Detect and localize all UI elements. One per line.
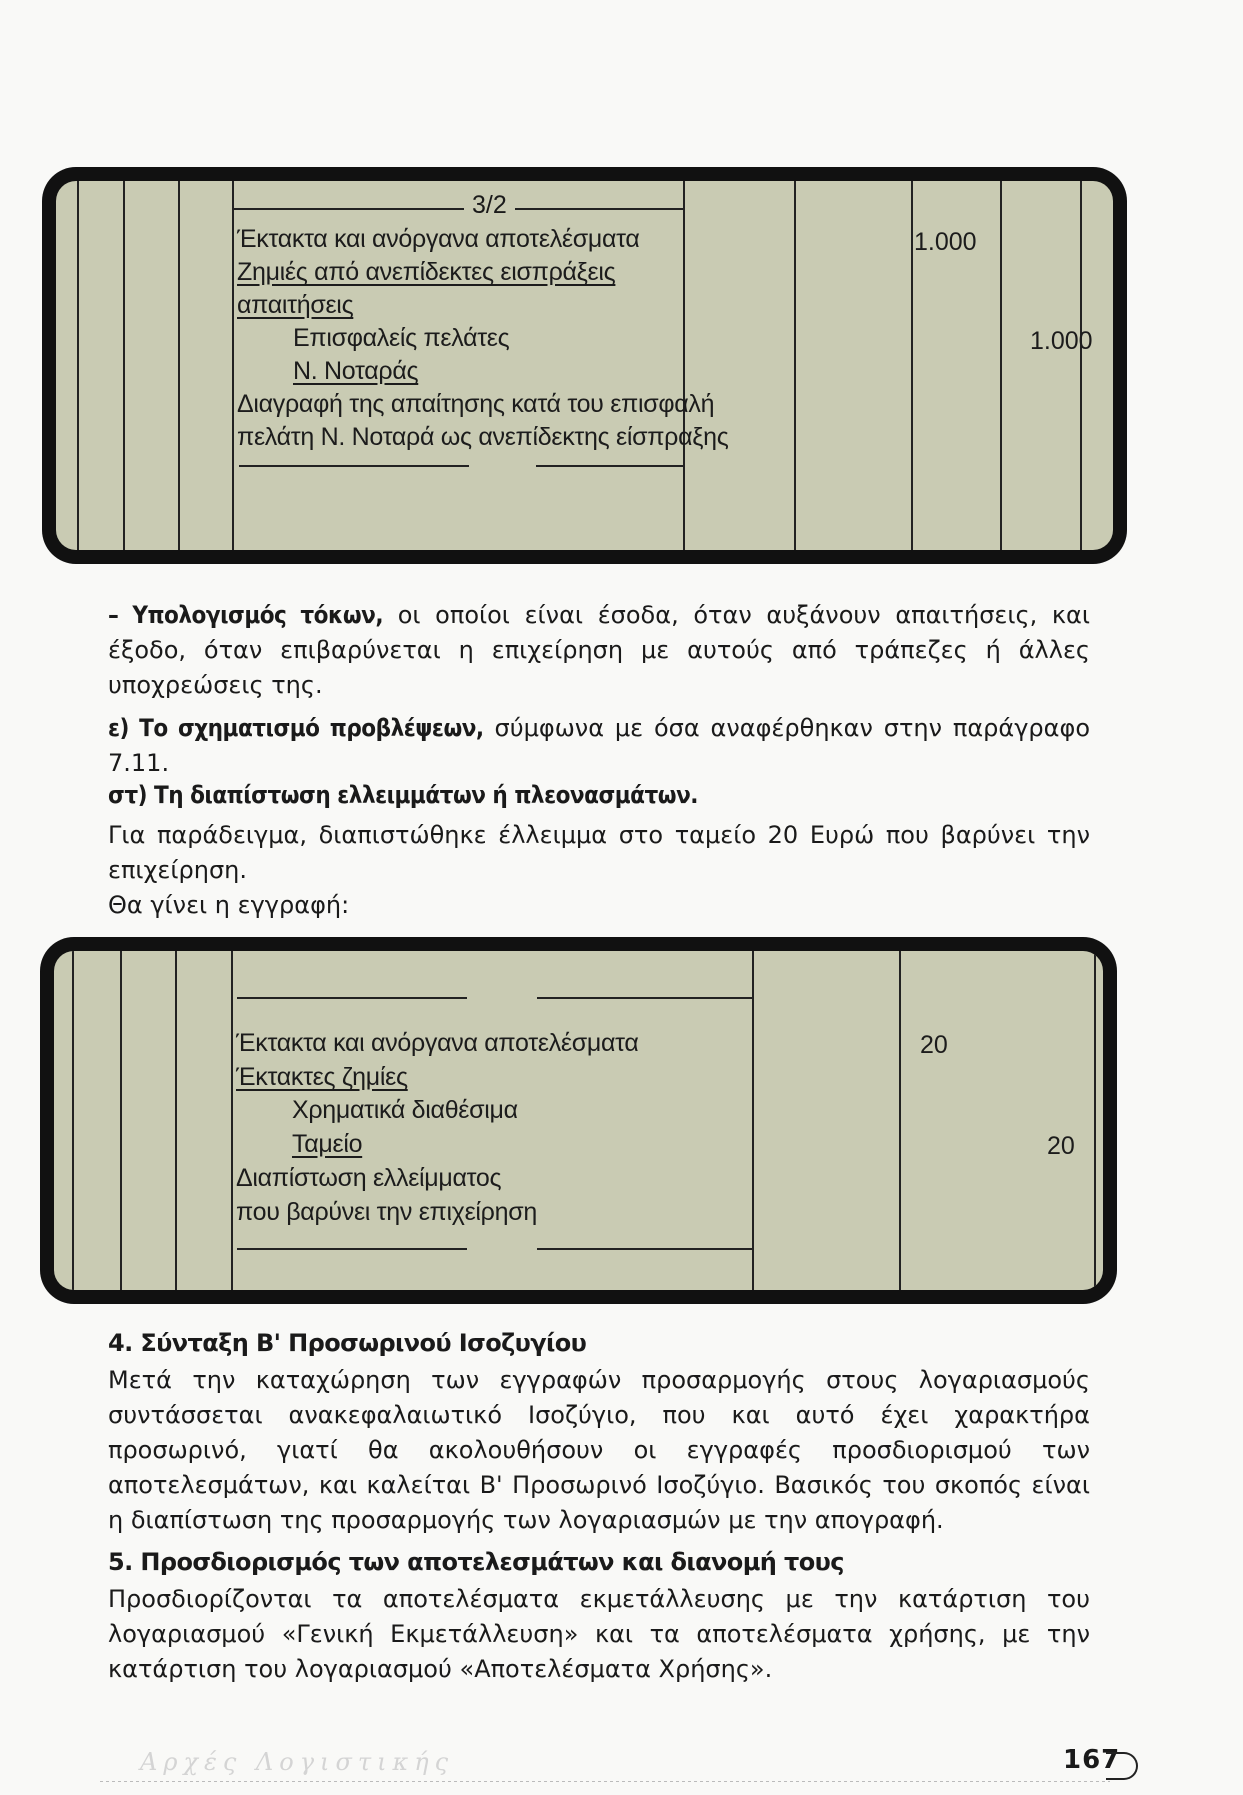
credit-amount: 1.000 xyxy=(1030,327,1093,355)
provisions-text: σύμφωνα με όσα αναφέρθηκαν στην παράγραφο 7.11. xyxy=(108,714,1090,777)
interest-paragraph xyxy=(108,598,1090,703)
journal-entry-2-grid xyxy=(54,951,1103,1290)
debit-account: Έκτακτες ζημίες xyxy=(236,1063,408,1091)
credit-account-group: Επισφαλείς πελάτες xyxy=(293,324,510,352)
page-number: 167 xyxy=(1063,1745,1121,1775)
entry-intro-text: Θα γίνει η εγγραφή: xyxy=(108,891,350,919)
provisions-paragraph xyxy=(108,711,1090,781)
section-4-text: Μετά την καταχώρηση των εγγραφών προσαρμογής στους λογαριασμούς συντάσσεται ανακεφαλαιωτικό Ισοζύγιο, που και αυτό έχει χαρακτήρα προσωρινό, γιατί θα ακολουθήσουν οι εγγραφές προσδιορισμού των αποτελεσμάτων, και καλείται Β' Προσωρινό Ισοζύγιο. Βασικός του σκοπός είναι η διαπίστωση της προσαρμογής των λογαριασμών με την απογραφή. xyxy=(108,1366,1090,1534)
credit-account: Ν. Νοταράς xyxy=(293,357,419,385)
deficits-bold: στ) Τη διαπίστωση ελλειμμάτων ή πλεονασμάτων. xyxy=(108,781,698,809)
example-text: Για παράδειγμα, διαπιστώθηκε έλλειμμα στο ταμείο 20 Ευρώ που βαρύνει την επιχείρηση. xyxy=(108,821,1090,884)
interest-text: οι οποίοι είναι έσοδα, όταν αυξάνουν απαιτήσεις, και έξοδο, όταν επιβαρύνεται η επιχείρηση με αυτούς από τράπεζες ή άλλες υποχρεώσεις της. xyxy=(108,601,1090,699)
debit-account-group: Έκτακτα και ανόργανα αποτελέσματα xyxy=(236,1029,639,1057)
debit-amount: 1.000 xyxy=(914,228,977,256)
section-5-text: Προσδιορίζονται τα αποτελέσματα εκμετάλλευσης με την κατάρτιση του λογαριασμού «Γενική Εκμετάλλευση» και τα αποτελέσματα χρήσης, με την κατάρτιση του λογαριασμού «Αποτελέσματα Χρήσης». xyxy=(108,1585,1090,1683)
debit-amount: 20 xyxy=(920,1031,948,1059)
deficits-paragraph xyxy=(108,778,1090,813)
debit-account-group: Έκτακτα και ανόργανα αποτελέσματα xyxy=(237,225,640,253)
journal-entry-1 xyxy=(42,167,1127,564)
journal-entry-2 xyxy=(40,937,1117,1304)
entry-intro xyxy=(108,888,1090,923)
entry-description: Διαγραφή της απαίτησης κατά του επισφαλή xyxy=(237,390,715,418)
section-4-heading: 4. Σύνταξη Β' Προσωρινού Ισοζυγίου xyxy=(108,1329,587,1357)
credit-amount: 20 xyxy=(1047,1132,1075,1160)
section-5-heading: 5. Προσδιορισμός των αποτελεσμάτων και διανομή τους xyxy=(108,1548,844,1576)
example-paragraph xyxy=(108,818,1090,888)
credit-account-group: Χρηματικά διαθέσιμα xyxy=(292,1096,518,1124)
debit-account-cont: απαιτήσεις xyxy=(237,291,354,319)
entry-date: 3/2 xyxy=(464,191,515,220)
credit-account: Ταμείο xyxy=(292,1130,363,1158)
entry-description-cont: που βαρύνει την επιχείρηση xyxy=(236,1198,537,1226)
journal-entry-1-grid xyxy=(56,181,1113,550)
footer-rule xyxy=(100,1781,1110,1782)
book-title-watermark: Αρχές Λογιστικής xyxy=(140,1748,455,1776)
interest-bold: – Υπολογισμός τόκων, xyxy=(108,601,384,629)
entry-description: Διαπίστωση ελλείμματος xyxy=(236,1164,502,1192)
page-number-decoration xyxy=(1106,1752,1138,1780)
debit-account: Ζημιές από ανεπίδεκτες εισπράξεις xyxy=(237,258,616,286)
provisions-bold: ε) Το σχηματισμό προβλέψεων, xyxy=(108,714,484,742)
entry-description-cont: πελάτη Ν. Νοταρά ως ανεπίδεκτης είσπραξης xyxy=(237,423,729,451)
